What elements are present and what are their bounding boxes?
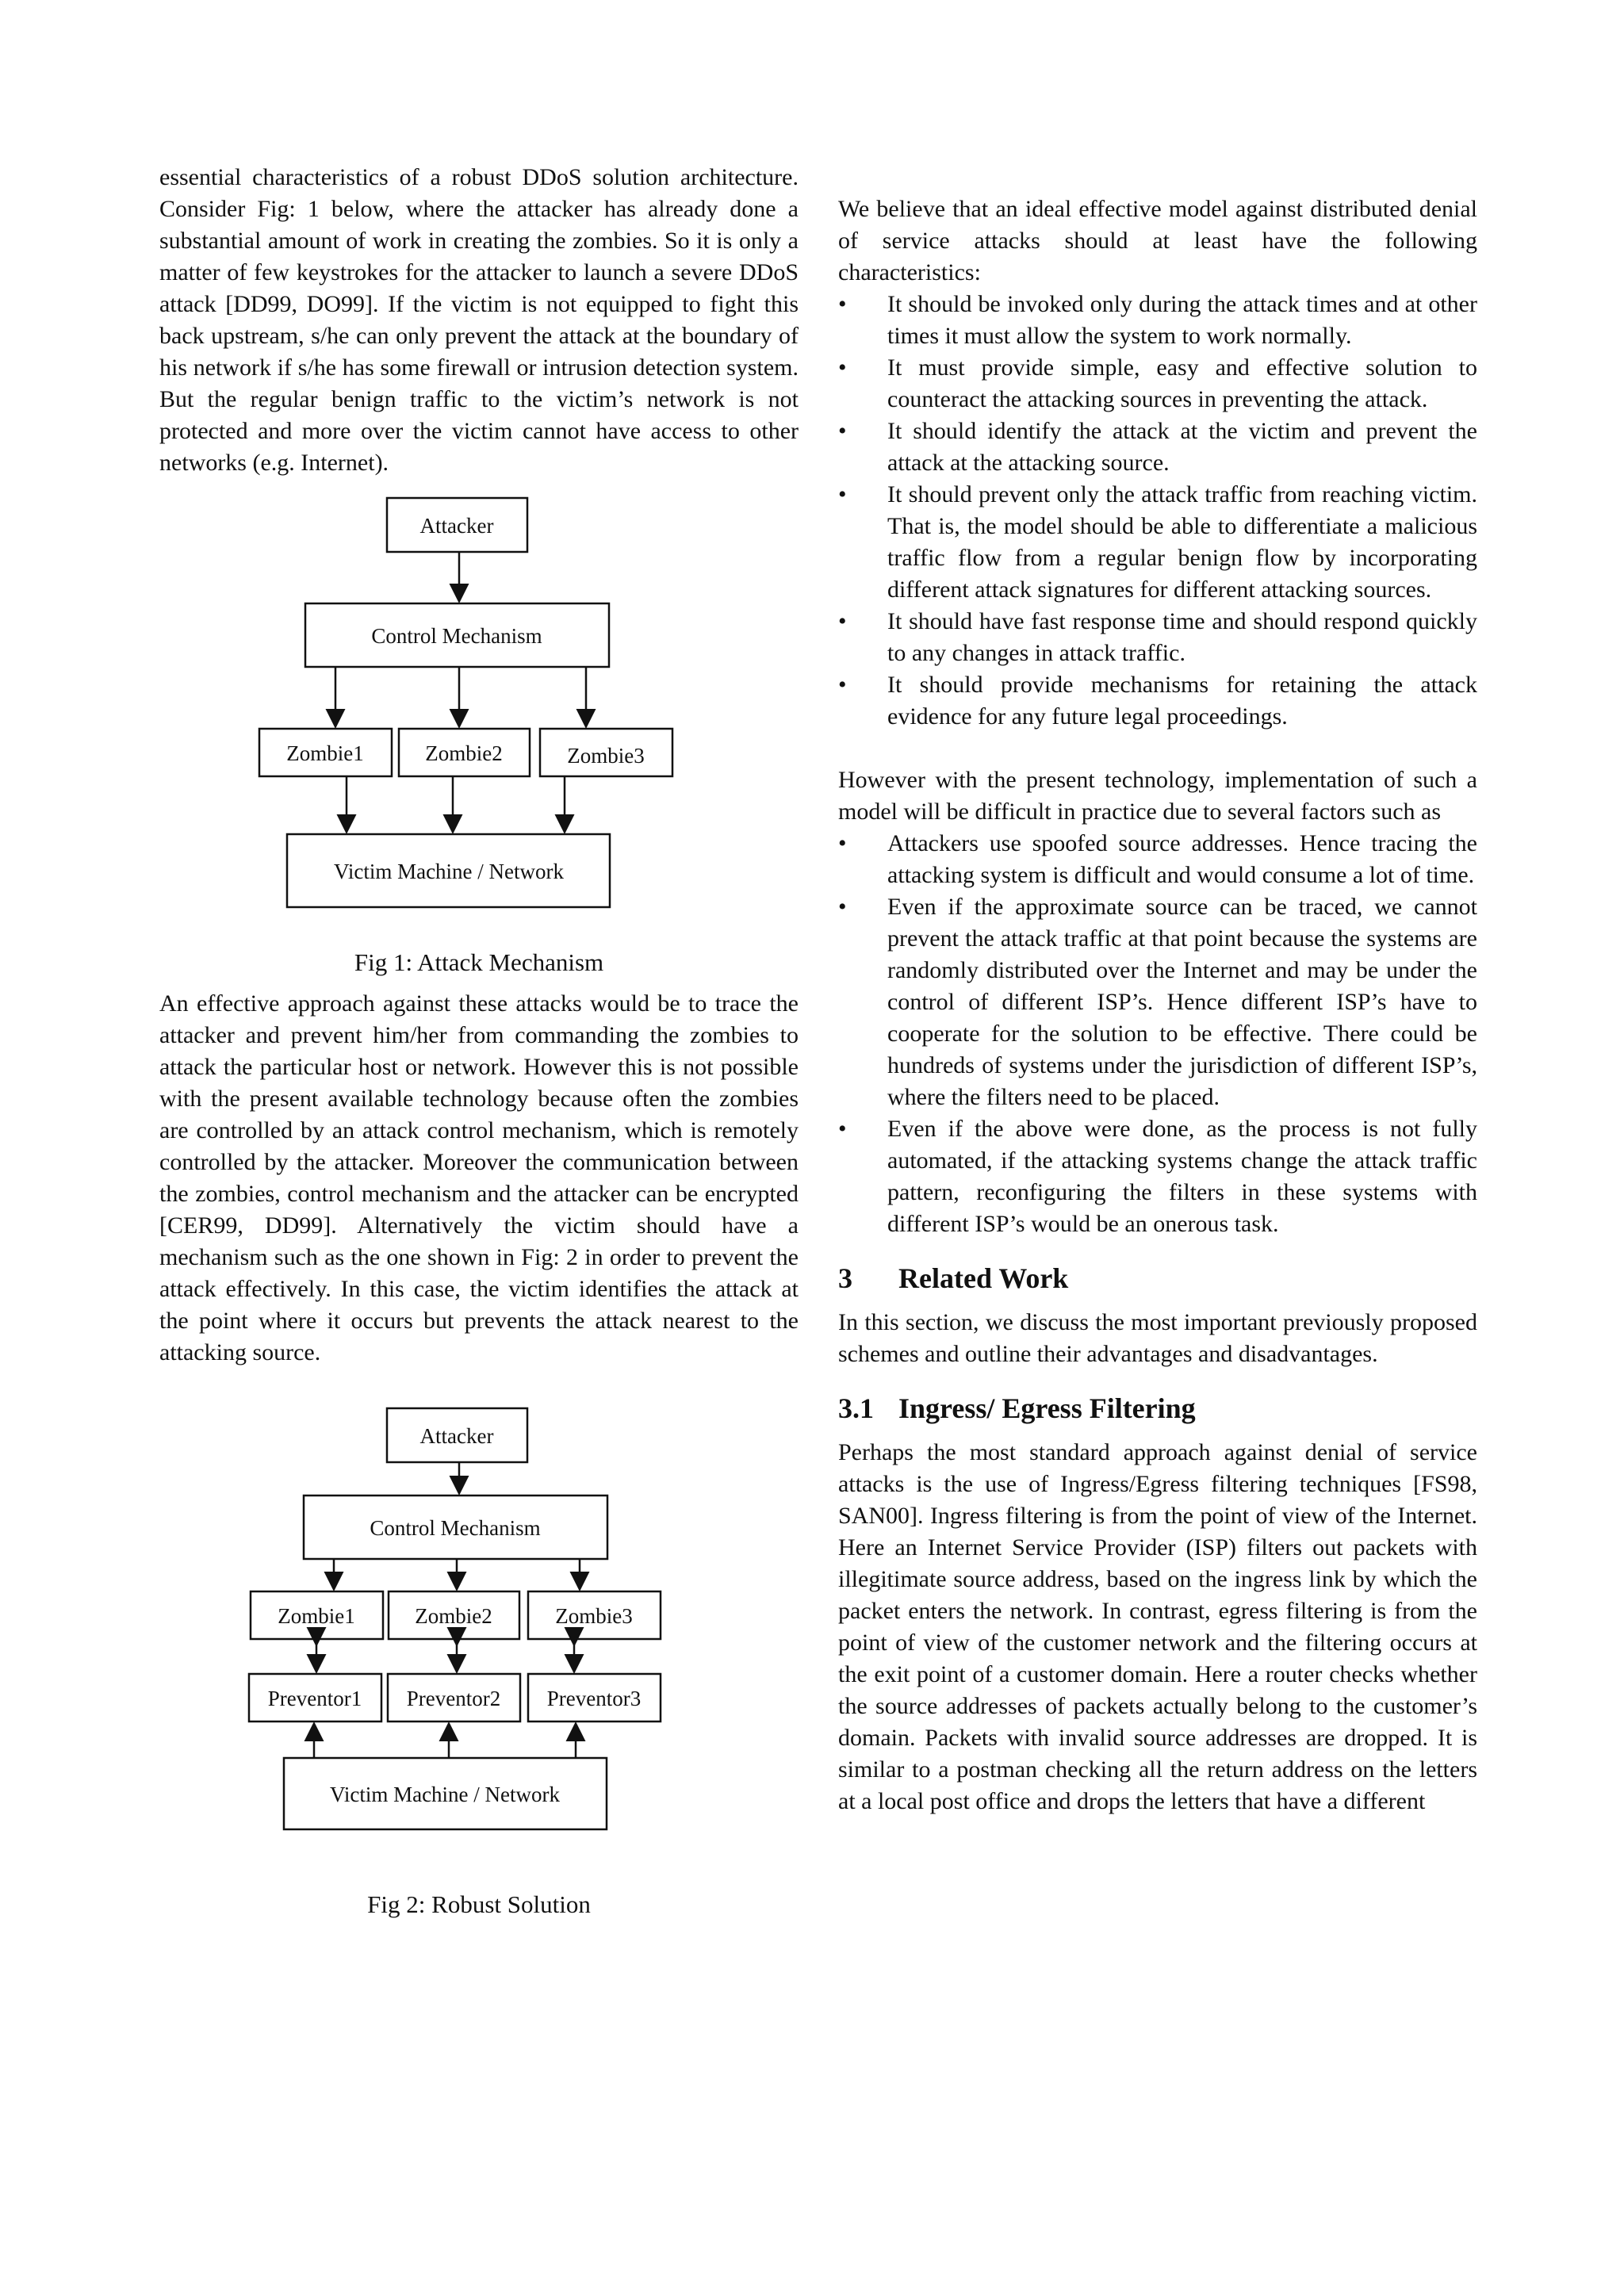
figure-2-caption: Fig 2: Robust Solution (367, 1890, 591, 1918)
fig2-zombie2-label: Zombie2 (415, 1604, 492, 1628)
section-3-1-heading (838, 1391, 1477, 1426)
fig1-control-label: Control Mechanism (371, 624, 542, 648)
list-item: • It should provide mechanisms for retaining the attack evidence for any future legal proceedings. (838, 669, 1477, 733)
left-column (159, 162, 799, 1921)
difficulty-intro-paragraph: However with the present technology, implementation of such a model will be difficult in practice due to several factors such as (838, 767, 1477, 825)
list-item: • Attackers use spoofed source addresses. Hence tracing the attacking system is difficult and would consume a lot of time. (838, 828, 1477, 891)
fig2-zombie3-label: Zombie3 (555, 1604, 633, 1628)
list-item: • It should be invoked only during the attack times and at other times it must allow the system to work normally. (838, 289, 1477, 352)
section-3-heading (838, 1261, 1477, 1296)
fig1-zombie1-label: Zombie1 (286, 741, 364, 765)
fig1-zombie2-label: Zombie2 (425, 741, 503, 765)
fig1-victim-label: Victim Machine / Network (333, 860, 565, 883)
list-item: • Even if the approximate source can be traced, we cannot prevent the attack traffic at that point because the systems are randomly distributed over the Internet and may be under the control of different ISP’s. Hence different ISP’s have to cooperate for the solution to be effective. There could be hundreds of systems under the jurisdiction of different ISP’s, where the filters need to be placed. (838, 891, 1477, 1113)
list-item: • It must provide simple, easy and effective solution to counteract the attacking sources in preventing the attack. (838, 352, 1477, 416)
list-item: • Even if the above were done, as the process is not fully automated, if the attacking systems change the attack traffic pattern, reconfiguring the filters in these systems with different ISP’s would be an onerous task. (838, 1113, 1477, 1240)
right-column (838, 162, 1477, 1817)
intro-paragraph: essential characteristics of a robust DDoS solution architecture. Consider Fig: 1 below, where the attacker has already done a substantial amount of work in creating the zombies. So it is only a matter of few keystrokes for the attacker to launch a severe DDoS attack [DD99, DO99]. If the victim is not equipped to fight this back upstream, s/he can only prevent the attack at the boundary of his network if s/he has some firewall or intrusion detection system. But the regular benign traffic to the victim’s network is not protected and more over the victim cannot have access to other networks (e.g. Internet). (159, 164, 799, 476)
section-3-title: Related Work (898, 1262, 1069, 1294)
fig2-zombie1-label: Zombie1 (278, 1604, 355, 1628)
fig1-attacker-label: Attacker (419, 514, 494, 538)
list-item: • It should prevent only the attack traffic from reaching victim. That is, the model should be able to differentiate a malicious traffic flow from a regular benign flow by incorporating different attack signatures for different attacking sources. (838, 479, 1477, 606)
fig2-control-label: Control Mechanism (370, 1516, 541, 1540)
fig2-preventor2-label: Preventor2 (406, 1687, 501, 1710)
fig1-zombie3-label: Zombie3 (567, 744, 645, 768)
fig2-victim-label: Victim Machine / Network (329, 1783, 561, 1806)
list-item: • It should identify the attack at the victim and prevent the attack at the attacking source. (838, 416, 1477, 479)
figure-1-caption: Fig 1: Attack Mechanism (354, 948, 604, 976)
section-3-1-paragraph: Perhaps the most standard approach against denial of service attacks is the use of Ingress/Egress filtering techniques [FS98, SAN00]. Ingress filtering is from the point of view of the Internet. Here an Internet Service Provider (ISP) filters out packets with illegitimate source address, based on the ingress link by which the packet enters the network. In contrast, egress filtering is from the point of view of the customer network and the filtering occurs at the exit point of a customer domain. Here a router checks whether the source addresses of packets actually belong to the customer’s domain. Packets with invalid source addresses are dropped. It is similar to a postman checking all the return address on the letters at a local post office and drops the letters that have a different (838, 1439, 1477, 1814)
fig2-attacker-label: Attacker (419, 1424, 494, 1448)
difficulties-list (838, 828, 1477, 1240)
section-3-1-number: 3.1 (838, 1392, 874, 1424)
approach-paragraph: An effective approach against these attacks would be to trace the attacker and prevent him/her from commanding the zombies to attack the particular host or network. However this is not possible with the present available technology because often the zombies are controlled by an attack control mechanism, which is remotely controlled by the attacker. Moreover the communication between the zombies, control mechanism and the attacker can be encrypted [CER99, DD99]. Alternatively the victim should have a mechanism such as the one shown in Fig: 2 in order to prevent the attack effectively. In this case, the victim identifies the attack at the point where it occurs but prevents the attack nearest to the attacking source. (159, 990, 799, 1365)
characteristics-list (838, 289, 1477, 733)
section-3-number: 3 (838, 1262, 852, 1294)
figure-1-attack-mechanism (159, 479, 799, 947)
section-3-1-title: Ingress/ Egress Filtering (898, 1392, 1196, 1424)
list-item: • It should have fast response time and should respond quickly to any changes in attack traffic. (838, 606, 1477, 669)
fig2-preventor3-label: Preventor3 (546, 1687, 642, 1710)
fig2-preventor1-label: Preventor1 (267, 1687, 362, 1710)
figure-2-robust-solution (159, 1369, 799, 1889)
section-3-paragraph: In this section, we discuss the most important previously proposed schemes and outline their advantages and disadvantages. (838, 1309, 1477, 1367)
model-intro-paragraph: We believe that an ideal effective model against distributed denial of service attacks should at least have the following characteristics: (838, 196, 1477, 285)
